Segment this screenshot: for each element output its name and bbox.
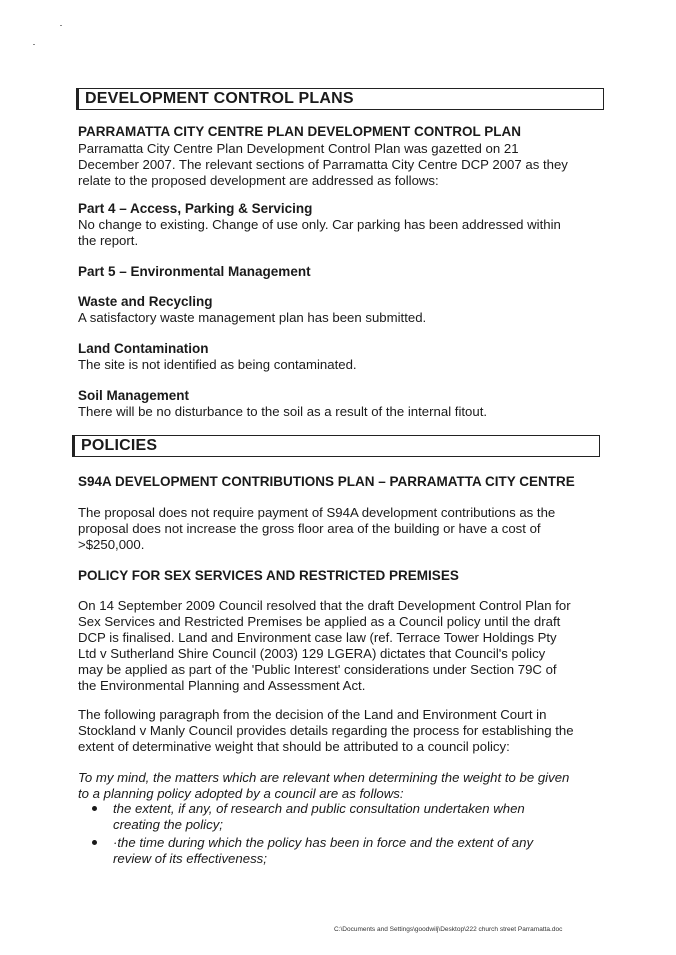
sex-services-block (78, 568, 598, 584)
dcp-intro-line: relate to the proposed development are addressed as follows: (78, 173, 439, 188)
quote-line: To my mind, the matters which are relevant when determining the weight to be given (78, 770, 570, 785)
sex-services-text (78, 598, 598, 694)
s94a-line: proposal does not increase the gross floor area of the building or have a cost of (78, 521, 541, 536)
scan-speck (33, 44, 35, 45)
court-paragraph (78, 707, 598, 755)
part4-heading: Part 4 – Access, Parking & Servicing (78, 201, 313, 216)
quote-paragraph (78, 770, 598, 802)
sex-services-line: Sex Services and Restricted Premises be applied as a Council policy until the draft (78, 614, 561, 629)
land-text: The site is not identified as being contaminated. (78, 357, 357, 372)
waste-heading: Waste and Recycling (78, 294, 213, 309)
s94a-line: The proposal does not require payment of S94A development contributions as the (78, 505, 556, 520)
section-title-policies: POLICIES (81, 437, 158, 454)
soil-block (78, 388, 598, 420)
court-line: Stockland v Manly Council provides details regarding the process for establishing the (78, 723, 574, 738)
bullet-line: review of its effectiveness; (113, 851, 267, 866)
s94a-heading: S94A DEVELOPMENT CONTRIBUTIONS PLAN – PARRAMATTA CITY CENTRE (78, 474, 575, 489)
part4-block (78, 201, 598, 249)
court-line: extent of determinative weight that should be attributed to a council policy: (78, 739, 510, 754)
part4-line: No change to existing. Change of use only. Car parking has been addressed within (78, 217, 561, 232)
section-header-policies (72, 435, 600, 457)
quote-line: to a planning policy adopted by a council are as follows: (78, 786, 404, 801)
section-header-dcp (76, 88, 604, 110)
dcp-block (78, 124, 598, 140)
sex-services-line: On 14 September 2009 Council resolved that the draft Development Control Plan for (78, 598, 571, 613)
sex-services-heading: POLICY FOR SEX SERVICES AND RESTRICTED PREMISES (78, 568, 459, 583)
dcp-intro-line: Parramatta City Centre Plan Development Control Plan was gazetted on 21 (78, 141, 519, 156)
bullet-line: ·the time during which the policy has been in force and the extent of any (113, 835, 534, 850)
bullet-dot-icon (92, 840, 97, 845)
court-line: The following paragraph from the decision of the Land and Environment Court in (78, 707, 547, 722)
footer-file-path: C:\Documents and Settings\goodwilj\Desktop\222 church street Parramatta.doc (334, 926, 563, 933)
sex-services-line: Ltd v Sutherland Shire Council (2003) 129 LGERA) dictates that Council's policy (78, 646, 546, 661)
dcp-heading: PARRAMATTA CITY CENTRE PLAN DEVELOPMENT CONTROL PLAN (78, 124, 522, 139)
dcp-intro (78, 141, 598, 189)
s94a-text (78, 505, 598, 553)
land-heading: Land Contamination (78, 341, 209, 356)
soil-text: There will be no disturbance to the soil as a result of the internal fitout. (78, 404, 488, 419)
waste-block (78, 294, 598, 326)
part5-block (78, 264, 598, 280)
s94a-line: >$250,000. (78, 537, 145, 552)
scan-speck (60, 25, 62, 26)
bullet-line: creating the policy; (113, 817, 223, 832)
sex-services-line: DCP is finalised. Land and Environment case law (ref. Terrace Tower Holdings Pty (78, 630, 557, 645)
land-block (78, 341, 598, 373)
part5-heading: Part 5 – Environmental Management (78, 264, 311, 279)
soil-heading: Soil Management (78, 388, 190, 403)
waste-text: A satisfactory waste management plan has been submitted. (78, 310, 427, 325)
part4-line: the report. (78, 233, 139, 248)
dcp-intro-line: December 2007. The relevant sections of Parramatta City Centre DCP 2007 as they (78, 157, 568, 172)
sex-services-line: may be applied as part of the 'Public Interest' considerations under Section 79C of (78, 662, 557, 677)
sex-services-line: the Environmental Planning and Assessment Act. (78, 678, 366, 693)
bullet-line: the extent, if any, of research and public consultation undertaken when (113, 801, 525, 816)
bullet-dot-icon (92, 806, 97, 811)
s94a-block (78, 474, 598, 490)
section-title-dcp: DEVELOPMENT CONTROL PLANS (85, 90, 354, 107)
